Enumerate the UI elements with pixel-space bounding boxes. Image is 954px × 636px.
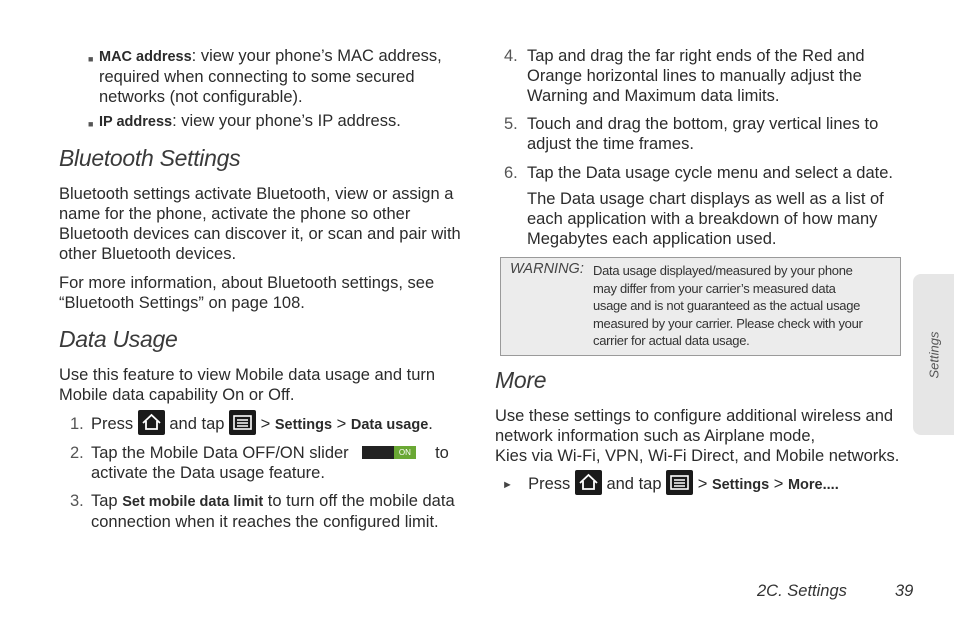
bluetooth-paragraph: Bluetooth settings activate Bluetooth, view or assign a name for the phone, activate the phone so other Bluetooth devices can discover it, or scan and pair with other Bluetooth devices.	[59, 185, 461, 263]
footer-section: 2C. Settings	[757, 582, 847, 600]
mac-address-term: MAC address	[99, 49, 192, 65]
step-6-detail: The Data usage chart displays as well as a list of each application with a breakdown of how many Megabytes each application used.	[527, 190, 884, 248]
step-number: 5.	[504, 115, 518, 133]
more-term: More....	[787, 477, 839, 493]
step-number: 6.	[504, 164, 518, 182]
step-number: 1.	[70, 415, 84, 433]
bluetooth-heading: Bluetooth Settings	[59, 145, 241, 171]
warning-text: Data usage displayed/measured by your phone may differ from your carrier’s measured data usage and is not guaranteed as the actual usage measured by your carrier. Please check with your carrier for actual data usage.	[593, 263, 863, 349]
mac-address-desc-3: networks (not configurable).	[99, 88, 303, 106]
step-5: 5. Touch and drag the bottom, gray vertical lines to adjust the time frames.	[504, 115, 879, 153]
bullet-mac-address	[88, 46, 469, 107]
ip-address-term: IP address	[99, 114, 173, 130]
data-usage-term: Data usage	[350, 417, 429, 433]
step-4: 4. Tap and drag the far right ends of the Red and Orange horizontal lines to manually adjust the Warning and Maximum data limits.	[504, 47, 865, 105]
more-paragraph: Use these settings to configure additional wireless and network information such as Airplane mode, Kies via Wi-Fi, VPN, Wi-Fi Direct, and Mobile networks.	[495, 407, 900, 465]
more-heading: More	[495, 367, 547, 393]
step-number: 4.	[504, 47, 518, 65]
arrow-icon: ►	[502, 479, 513, 491]
step-3: 3. Tap Set mobile data limit to turn off the mobile data connection when it reaches the configured limit.	[70, 492, 455, 531]
step-2: 2. Tap the Mobile Data OFF/ON slider ON to activate the Data usage feature.	[70, 444, 449, 482]
step-number: 2.	[70, 444, 84, 462]
data-usage-heading: Data Usage	[59, 326, 178, 352]
home-icon	[575, 470, 602, 495]
more-step: ► Press and tap > Settings > More....	[502, 472, 902, 498]
side-tab-label: Settings	[926, 331, 941, 378]
mobile-data-slider-icon: ON	[362, 446, 416, 459]
menu-icon	[229, 410, 256, 435]
mac-address-desc-2: required when connecting to some secured	[99, 68, 415, 86]
bullet-marker: ■	[88, 119, 94, 129]
warning-label: WARNING:	[510, 261, 584, 277]
page-number: 39	[895, 582, 914, 600]
data-usage-paragraph: Use this feature to view Mobile data usage and turn Mobile data capability On or Off.	[59, 366, 436, 404]
home-icon	[138, 410, 165, 435]
menu-icon	[666, 470, 693, 495]
ip-address-desc: : view your phone’s IP address.	[172, 112, 401, 130]
section-side-tab	[913, 274, 954, 435]
warning-box	[500, 257, 901, 356]
bluetooth-reference-paragraph: For more information, about Bluetooth settings, see “Bluetooth Settings” on page 108.	[59, 274, 435, 312]
settings-term: Settings	[711, 477, 770, 493]
bullet-ip-address	[88, 111, 401, 132]
settings-term: Settings	[274, 417, 333, 433]
step-6: 6. Tap the Data usage cycle menu and select a date.	[504, 164, 893, 182]
bullet-marker: ■	[88, 54, 94, 64]
mac-address-desc: : view your phone’s MAC address,	[191, 47, 442, 65]
step-number: 3.	[70, 492, 84, 510]
set-mobile-data-limit-term: Set mobile data limit	[122, 494, 264, 510]
step-1: 1. Press and tap > Settings > Data usage.	[91, 412, 481, 437]
